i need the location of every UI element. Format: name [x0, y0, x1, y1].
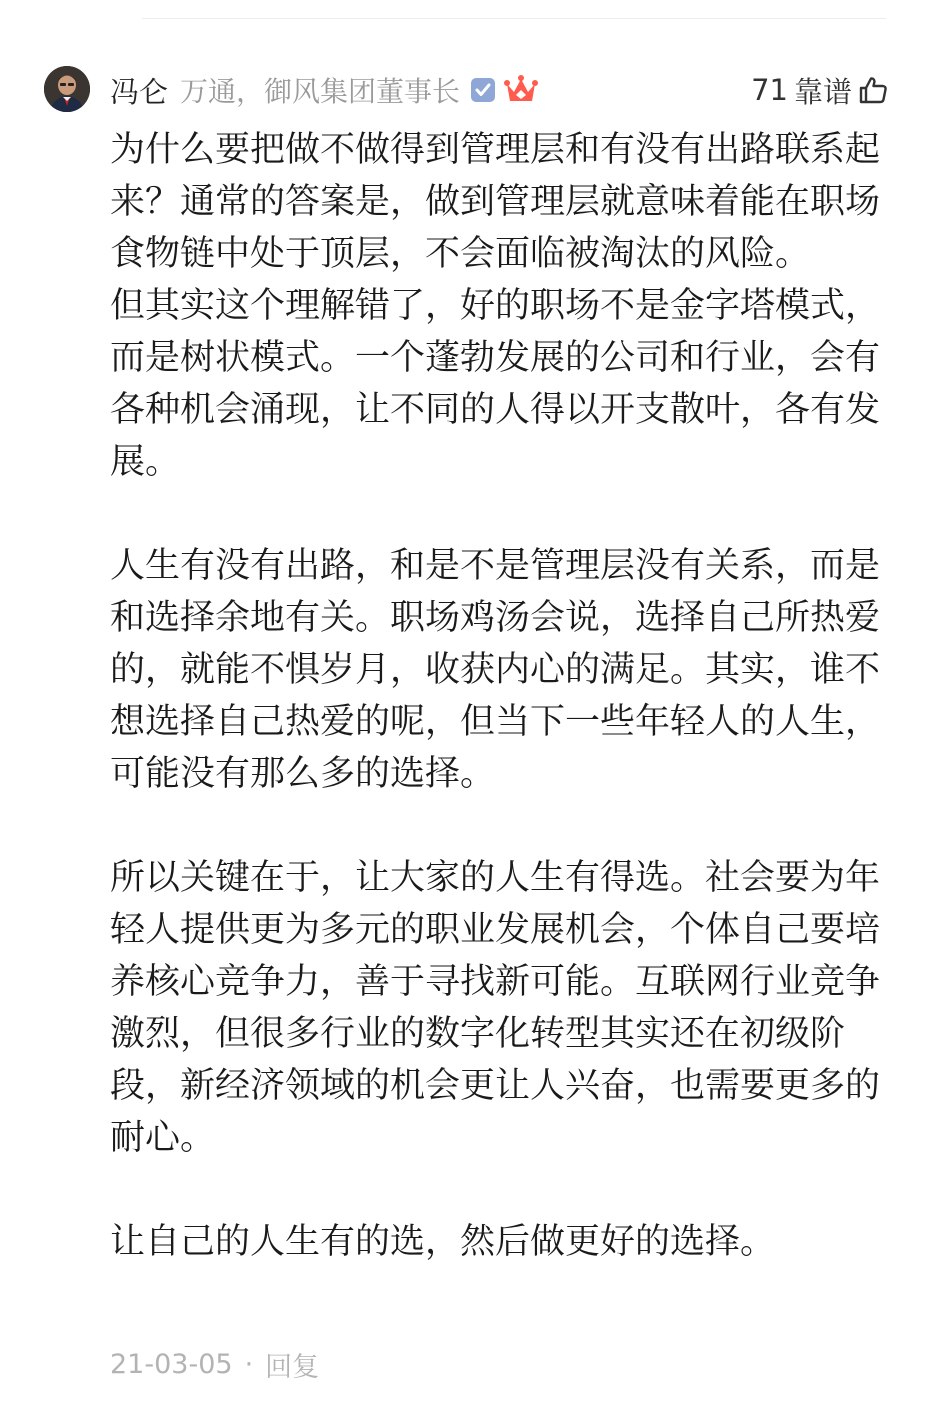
- author-avatar[interactable]: [44, 66, 90, 112]
- comment-paragraph: 但其实这个理解错了，好的职场不是金字塔模式，而是树状模式。一个蓬勃发展的公司和行业，会有各种机会涌现，让不同的人得以开支散叶，各有发展。: [110, 286, 881, 482]
- comment-paragraph: 人生有没有出路，和是不是管理层没有关系，而是和选择余地有关。职场鸡汤会说，选择自己所热爱的，就能不惧岁月，收获内心的满足。其实，谁不想选择自己热爱的呢，但当下一些年轻人的人生，可能没有那么多的选择。: [110, 546, 881, 794]
- author-title: 万通，御风集团董事长: [180, 75, 461, 108]
- like-label: 靠谱: [793, 74, 852, 109]
- like-button[interactable]: [751, 70, 888, 110]
- verified-icon: [470, 77, 496, 103]
- thumbs-up-icon[interactable]: [858, 75, 888, 105]
- like-count: 71: [751, 73, 788, 107]
- paragraph-gap: [110, 1164, 890, 1216]
- reply-button[interactable]: 回复: [265, 1351, 320, 1383]
- comment-paragraph: 为什么要把做不做得到管理层和有没有出路联系起来？通常的答案是，做到管理层就意味着能在职场食物链中处于顶层，不会面临被淘汰的风险。: [110, 130, 881, 274]
- footer-separator: ·: [244, 1348, 254, 1380]
- avatar-portrait-icon: [44, 66, 90, 112]
- comment-body: [110, 124, 890, 1268]
- comment-date: 21-03-05: [110, 1348, 233, 1380]
- comment-header: [44, 60, 888, 118]
- comment-footer: [110, 1344, 319, 1384]
- paragraph-gap: [110, 488, 890, 540]
- crown-icon: [504, 75, 538, 105]
- comment-paragraph: 让自己的人生有的选，然后做更好的选择。: [110, 1222, 776, 1262]
- comment-paragraph: 所以关键在于，让大家的人生有得选。社会要为年轻人提供更为多元的职业发展机会，个体自己要培养核心竞争力，善于寻找新可能。互联网行业竞争激烈，但很多行业的数字化转型其实还在初级阶段，新经济领域的机会更让人兴奋，也需要更多的耐心。: [110, 858, 881, 1158]
- top-divider: [142, 18, 886, 19]
- author-name[interactable]: 冯仑: [110, 74, 169, 109]
- paragraph-gap: [110, 800, 890, 852]
- author-line: [110, 70, 538, 110]
